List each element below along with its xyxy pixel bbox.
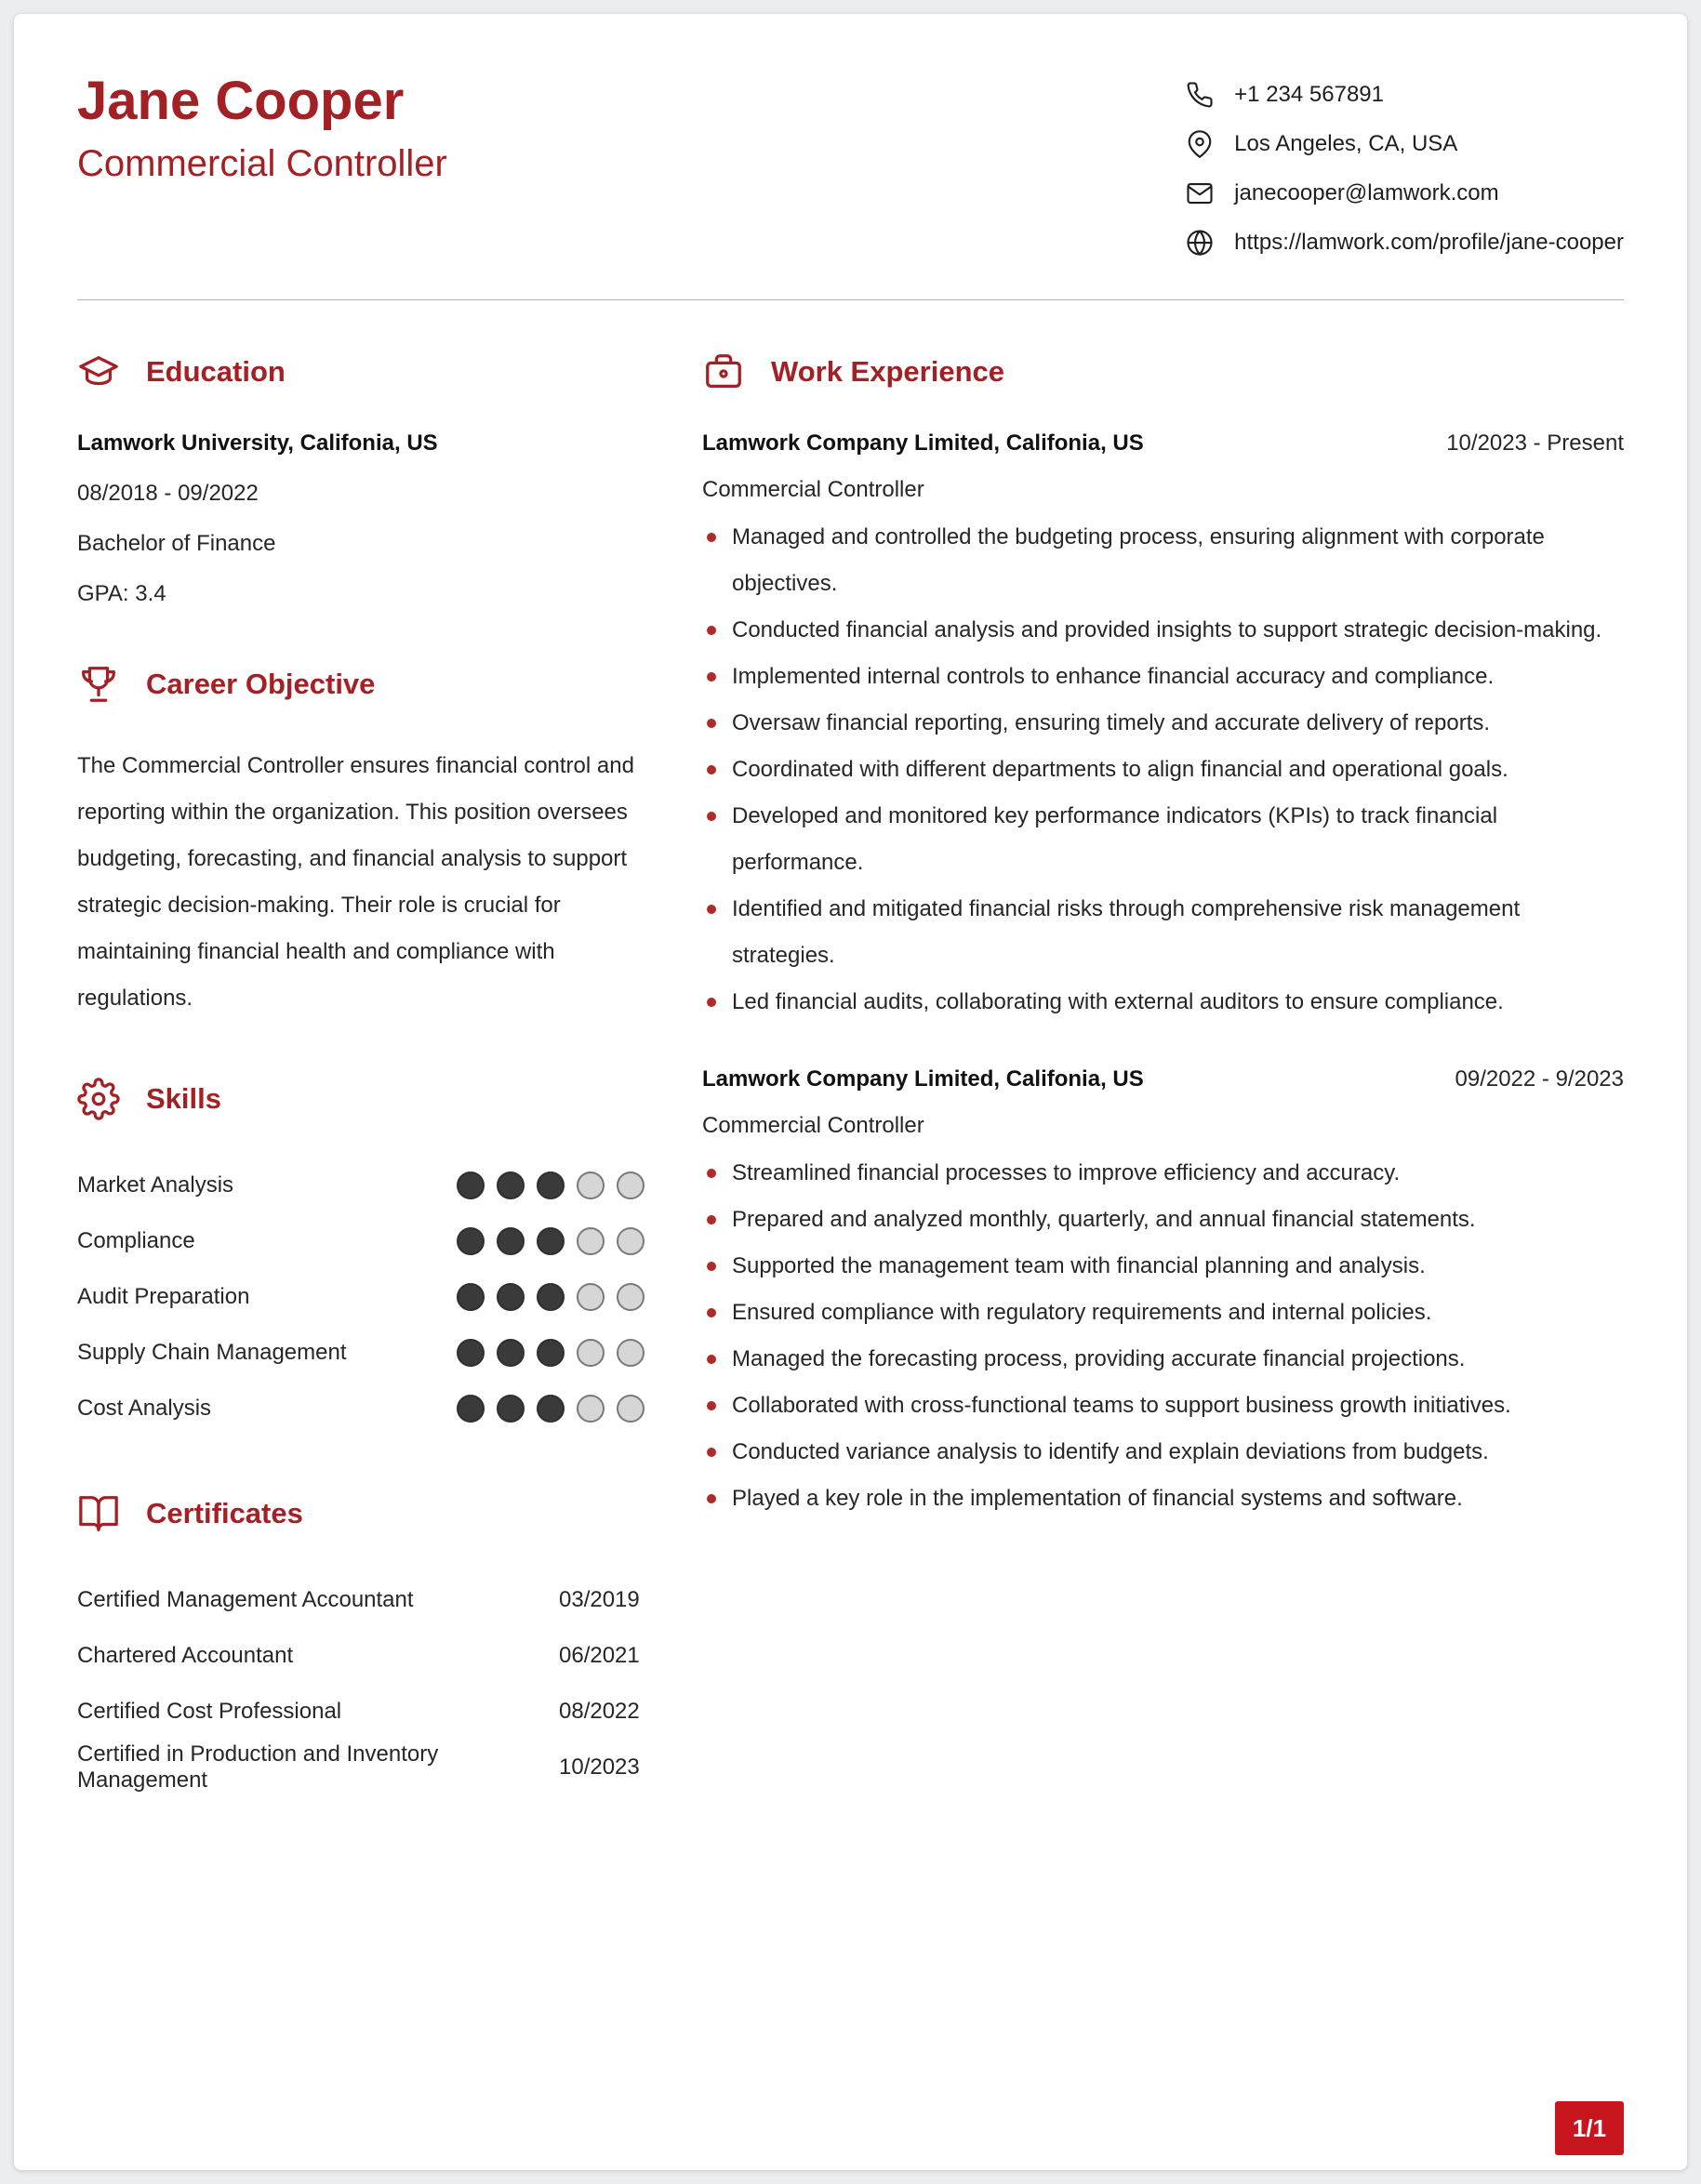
certificate-date: 10/2023 — [559, 1754, 640, 1780]
job-bullet: Implemented internal controls to enhance financial accuracy and compliance. — [702, 654, 1624, 700]
job-entry — [702, 1066, 1624, 1522]
graduation-cap-icon — [77, 351, 120, 393]
gear-icon — [77, 1078, 120, 1120]
skill-level-dots — [457, 1395, 645, 1423]
skill-dot-filled — [457, 1395, 485, 1423]
education-school: Lamwork University, Califonia, US — [77, 430, 438, 456]
certificates-section — [77, 1492, 645, 1795]
resume-page — [14, 14, 1687, 2170]
skill-dot-filled — [537, 1227, 565, 1255]
skill-level-dots — [457, 1339, 645, 1367]
job-bullets — [702, 514, 1624, 1026]
skill-dot-filled — [537, 1395, 565, 1423]
skill-dot-filled — [497, 1171, 525, 1199]
skill-label: Cost Analysis — [77, 1396, 212, 1421]
skill-dot-filled — [457, 1227, 485, 1255]
skill-row — [77, 1158, 645, 1213]
career-objective-text: The Commercial Controller ensures financial control and reporting within the organization. This position oversees budgeting, forecasting, and financial analysis to support strategic decision-making. Their role is crucial for maintaining financial health and compliance with regulations. — [77, 753, 634, 1011]
job-bullet: Identified and mitigated financial risks through comprehensive risk management strategies. — [702, 886, 1624, 979]
contact-list — [1186, 72, 1624, 257]
job-bullet: Managed and controlled the budgeting process, ensuring alignment with corporate objectives. — [702, 514, 1624, 607]
certificates-list — [77, 1572, 645, 1795]
skill-label: Market Analysis — [77, 1172, 234, 1198]
job-bullets — [702, 1150, 1624, 1522]
envelope-icon — [1186, 179, 1214, 207]
job-bullet: Supported the management team with financial planning and analysis. — [702, 1243, 1624, 1290]
skill-row — [77, 1213, 645, 1269]
skill-dot-filled — [537, 1171, 565, 1199]
skill-dot-empty — [617, 1283, 645, 1311]
career-objective-section — [77, 663, 645, 1022]
job-header — [702, 430, 1624, 457]
job-company: Lamwork Company Limited, Califonia, US — [702, 430, 1144, 456]
trophy-icon — [77, 663, 120, 706]
skill-label: Audit Preparation — [77, 1284, 250, 1309]
open-book-icon — [77, 1492, 120, 1535]
work-experience-heading: Work Experience — [771, 355, 1004, 388]
left-column — [77, 351, 645, 1795]
skill-dot-filled — [457, 1171, 485, 1199]
job-bullet: Prepared and analyzed monthly, quarterly, and annual financial statements. — [702, 1197, 1624, 1243]
skills-section — [77, 1078, 645, 1436]
jobs-list — [702, 430, 1624, 1522]
certificate-name: Certified Cost Professional — [77, 1699, 342, 1724]
job-bullet: Led financial audits, collaborating with external auditors to ensure compliance. — [702, 979, 1624, 1026]
job-bullet: Ensured compliance with regulatory requirements and internal policies. — [702, 1290, 1624, 1336]
job-company: Lamwork Company Limited, Califonia, US — [702, 1066, 1144, 1092]
certificate-row — [77, 1572, 645, 1628]
page-number-badge: 1/1 — [1555, 2101, 1624, 2155]
skill-dot-filled — [497, 1339, 525, 1367]
skill-dot-filled — [497, 1283, 525, 1311]
certificate-date: 08/2022 — [559, 1699, 640, 1724]
skill-dot-empty — [577, 1395, 605, 1423]
certificate-date: 06/2021 — [559, 1643, 640, 1668]
skill-dot-filled — [457, 1339, 485, 1367]
resume-header — [77, 72, 1624, 257]
job-bullet: Conducted variance analysis to identify and explain deviations from budgets. — [702, 1429, 1624, 1476]
right-column — [702, 351, 1624, 1795]
skill-dot-filled — [497, 1227, 525, 1255]
education-dates: 08/2018 - 09/2022 — [77, 481, 259, 506]
person-title: Commercial Controller — [77, 142, 447, 184]
skill-dot-empty — [577, 1283, 605, 1311]
certificate-name: Certified in Production and Inventory Management — [77, 1741, 439, 1793]
skill-dot-filled — [537, 1339, 565, 1367]
skill-row — [77, 1269, 645, 1325]
certificates-heading: Certificates — [146, 1497, 303, 1529]
content-columns — [77, 351, 1624, 1795]
work-experience-section — [702, 351, 1624, 1522]
certificate-date: 03/2019 — [559, 1587, 640, 1612]
skill-row — [77, 1325, 645, 1381]
contact-text: Los Angeles, CA, USA — [1234, 131, 1458, 156]
job-bullet: Played a key role in the implementation of financial systems and software. — [702, 1476, 1624, 1522]
career-objective-heading: Career Objective — [146, 668, 376, 700]
contact-item — [1186, 130, 1624, 158]
contact-item — [1186, 229, 1624, 257]
certificate-row — [77, 1684, 645, 1740]
job-bullet: Oversaw financial reporting, ensuring timely and accurate delivery of reports. — [702, 700, 1624, 747]
education-header — [77, 351, 645, 393]
contact-text: janecooper@lamwork.com — [1234, 180, 1499, 205]
skill-dot-empty — [617, 1395, 645, 1423]
certificate-name: Chartered Accountant — [77, 1643, 294, 1668]
skill-label: Compliance — [77, 1228, 195, 1253]
skill-label: Supply Chain Management — [77, 1340, 347, 1365]
skills-heading: Skills — [146, 1082, 221, 1115]
education-heading: Education — [146, 355, 286, 388]
skill-dot-filled — [537, 1283, 565, 1311]
skills-list — [77, 1158, 645, 1436]
contact-item — [1186, 179, 1624, 207]
certificates-header — [77, 1492, 645, 1535]
contact-item — [1186, 81, 1624, 109]
location-pin-icon — [1186, 130, 1214, 158]
identity-block — [77, 72, 447, 185]
job-bullet: Conducted financial analysis and provided insights to support strategic decision-making. — [702, 607, 1624, 654]
certificate-name: Certified Management Accountant — [77, 1587, 414, 1612]
person-name: Jane Cooper — [77, 71, 405, 131]
skill-dot-filled — [457, 1283, 485, 1311]
job-bullet: Streamlined financial processes to improve efficiency and accuracy. — [702, 1150, 1624, 1197]
job-bullet: Developed and monitored key performance indicators (KPIs) to track financial performance. — [702, 793, 1624, 886]
skill-dot-empty — [577, 1171, 605, 1199]
skill-dot-empty — [577, 1339, 605, 1367]
globe-icon — [1186, 229, 1214, 257]
education-gpa: GPA: 3.4 — [77, 581, 166, 606]
skill-dot-empty — [617, 1339, 645, 1367]
contact-text: https://lamwork.com/profile/jane-cooper — [1234, 230, 1624, 255]
job-bullet: Coordinated with different departments to align financial and operational goals. — [702, 747, 1624, 793]
career-objective-header — [77, 663, 645, 706]
certificate-row — [77, 1740, 645, 1795]
job-dates: 09/2022 - 9/2023 — [1455, 1066, 1624, 1092]
job-entry — [702, 430, 1624, 1026]
job-role: Commercial Controller — [702, 477, 924, 502]
skill-row — [77, 1381, 645, 1436]
skill-dot-empty — [577, 1227, 605, 1255]
skill-dot-empty — [617, 1171, 645, 1199]
job-dates: 10/2023 - Present — [1446, 430, 1624, 456]
job-bullet: Collaborated with cross-functional teams to support business growth initiatives. — [702, 1383, 1624, 1429]
job-role: Commercial Controller — [702, 1113, 924, 1138]
skill-level-dots — [457, 1171, 645, 1199]
job-header — [702, 1066, 1624, 1092]
skill-level-dots — [457, 1283, 645, 1311]
education-section — [77, 351, 645, 607]
job-bullet: Managed the forecasting process, providing accurate financial projections. — [702, 1336, 1624, 1383]
contact-text: +1 234 567891 — [1234, 82, 1384, 107]
skills-header — [77, 1078, 645, 1120]
skill-dot-empty — [617, 1227, 645, 1255]
header-divider — [77, 299, 1624, 300]
work-experience-header — [702, 351, 1624, 393]
education-degree: Bachelor of Finance — [77, 531, 276, 556]
phone-icon — [1186, 81, 1214, 109]
skill-dot-filled — [497, 1395, 525, 1423]
certificate-row — [77, 1628, 645, 1684]
skill-level-dots — [457, 1227, 645, 1255]
briefcase-icon — [702, 351, 745, 393]
